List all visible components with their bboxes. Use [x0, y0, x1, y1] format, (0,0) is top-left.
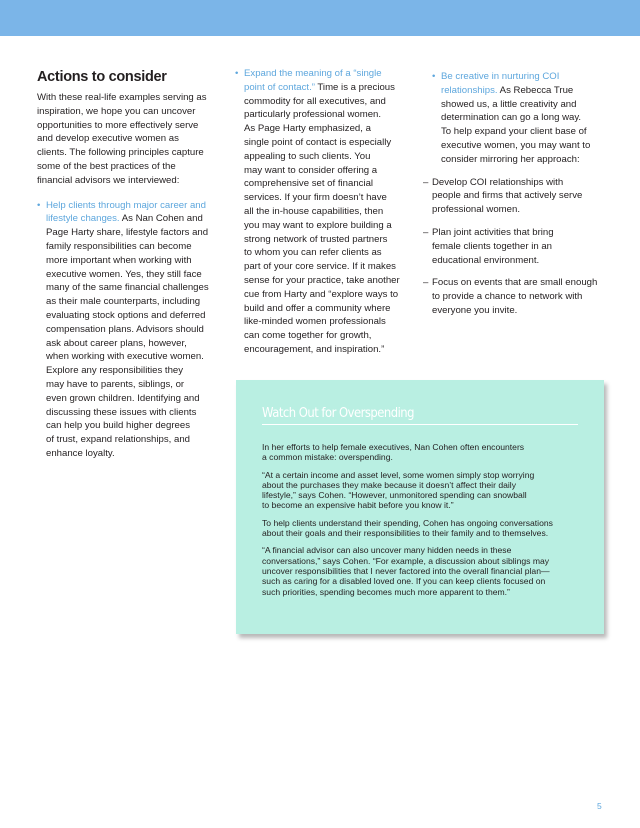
text-line: some of the best practices of the — [37, 160, 176, 172]
text-line: As Rebecca True — [497, 84, 574, 96]
text-line: executive women. Yes, they still face — [46, 268, 202, 280]
column-1 — [37, 68, 209, 461]
text-line: may have to parents, siblings, or — [46, 378, 185, 390]
text-line: a common mistake: overspending. — [262, 452, 393, 463]
text-line: opportunities to more effectively serve — [37, 119, 199, 131]
text-line: may want to consider offering a — [244, 164, 378, 176]
bullet-item — [432, 70, 607, 167]
text-line: To help expand your client base of — [441, 126, 587, 138]
text-line: even grown children. Identifying and — [46, 392, 200, 404]
bullet-item — [37, 199, 209, 461]
text-line: Page Harty share, lifestyle factors and — [46, 227, 209, 239]
callout-title: Watch Out for Overspending — [262, 405, 414, 421]
text-line: showed us, a little creativity and — [441, 98, 577, 110]
bullet-icon: • — [432, 71, 436, 82]
text-line: Focus on events that are small enough — [432, 277, 598, 289]
text-line: about their goals and their responsibilities to their family and to themselves. — [262, 528, 549, 539]
text-line: Explore any responsibilities they — [46, 365, 184, 377]
text-line: clients. The following principles capture — [37, 147, 204, 159]
text-line: to become an expensive habit before you know it.” — [262, 500, 454, 511]
text-line: To help clients understand their spending, Cohen has ongoing conversations — [262, 517, 553, 528]
text-line: more important when working with — [46, 254, 192, 266]
text-line: With these real-life examples serving as — [37, 92, 207, 103]
bullet-heading: Help clients through major career and — [46, 199, 206, 211]
dash-item — [423, 176, 607, 217]
text-line: educational environment. — [432, 254, 540, 266]
text-line: many of the same financial challenges — [46, 282, 209, 294]
callout-paragraph — [262, 470, 584, 511]
text-line: as their male counterparts, including — [46, 296, 201, 308]
callout-body — [262, 442, 584, 604]
text-line: In her efforts to help female executives, Nan Cohen often encounters — [262, 442, 525, 452]
text-line: “A financial advisor can also uncover many hidden needs in these — [262, 545, 512, 556]
dash-item — [423, 276, 607, 317]
text-line: can come together for growth, — [244, 330, 372, 342]
text-line: particularly professional women. — [244, 109, 382, 121]
bullet-icon: • — [37, 199, 41, 211]
bullet-item — [235, 67, 405, 357]
text-line: executive women, you may want to — [441, 139, 591, 151]
text-line: appealing to such clients. You — [244, 150, 371, 162]
text-line: about the purchases they make because it doesn’t affect their daily — [262, 479, 516, 490]
text-line: and develop executive women as — [37, 133, 179, 145]
text-line: discussing these issues with clients — [46, 406, 197, 418]
text-line: lifestyle,” says Cohen. “However, unmonitored spending can snowball — [262, 490, 527, 501]
text-line: build and offer a community where — [244, 302, 391, 314]
text-line: evaluating stock options and deferred — [46, 309, 206, 321]
text-line: strong network of trusted partners — [244, 233, 388, 245]
text-line: ask about career plans, however, — [46, 337, 187, 349]
text-line: everyone you invite. — [432, 304, 518, 316]
text-line: comprehensive set of financial — [244, 178, 374, 190]
text-line: single point of contact is especially — [244, 136, 392, 148]
text-line: of trust, expand relationships, and — [46, 434, 190, 446]
text-line: Plan joint activities that bring — [432, 226, 554, 238]
text-line: family responsibilities can become — [46, 240, 192, 252]
bullet-icon: • — [235, 68, 239, 79]
dash-icon: – — [423, 277, 429, 289]
text-line: “At a certain income and asset level, some women simply stop worrying — [262, 469, 535, 480]
dash-icon: – — [423, 176, 429, 188]
text-line: professional women. — [432, 204, 520, 216]
bullet-heading: point of contact.” — [244, 81, 315, 93]
section-heading: Actions to consider — [37, 69, 167, 85]
bullet-heading: relationships. — [441, 84, 498, 96]
column-3 — [423, 70, 607, 318]
text-line: uncover responsibilities that I never factored into the overall financial plan— — [262, 565, 550, 576]
bullet-heading: Expand the meaning of a “single — [244, 68, 382, 79]
text-line: Time is a precious — [314, 81, 395, 93]
text-line: part of your core service. If it makes — [244, 261, 396, 273]
text-line: female clients together in an — [432, 240, 552, 252]
dash-icon: – — [423, 226, 429, 238]
text-line: sense for your practice, take another — [244, 274, 400, 286]
callout-paragraph — [262, 518, 584, 539]
text-line: all the in-house capabilities, then — [244, 205, 384, 217]
text-line: such as caring for a disabled loved one. If you can keep clients focused on — [262, 576, 546, 587]
text-line: to provide a chance to network with — [432, 291, 583, 303]
text-line: consider mirroring her approach: — [441, 153, 580, 165]
text-line: commodity for all executives, and — [244, 95, 386, 107]
text-line: Develop COI relationships with — [432, 176, 564, 188]
callout-paragraph — [262, 442, 584, 463]
text-line: cue from Harty and “explore ways to — [244, 288, 399, 300]
text-line: can help you build higher degrees — [46, 420, 191, 432]
text-line: conversations,” says Cohen. “For example, a discussion about siblings may — [262, 555, 550, 566]
page-number: 5 — [597, 801, 602, 811]
text-line: you may want to explore building a — [244, 219, 392, 231]
column-2 — [235, 67, 405, 357]
callout-paragraph — [262, 545, 584, 596]
bullet-heading: lifestyle changes. — [46, 213, 120, 225]
text-line: when working with executive women. — [46, 351, 204, 363]
text-line: people and firms that actively serve — [432, 190, 583, 202]
callout-box — [236, 380, 604, 634]
text-line: enhance loyalty. — [46, 447, 115, 459]
text-line: like-minded women professionals — [244, 316, 386, 328]
text-line: financial advisors we interviewed: — [37, 174, 180, 186]
intro-paragraph — [37, 91, 209, 188]
callout-divider — [262, 424, 578, 425]
text-line: As Page Harty emphasized, a — [244, 123, 371, 135]
text-line: As Nan Cohen and — [119, 213, 203, 225]
bullet-heading: Be creative in nurturing COI — [441, 71, 560, 82]
dash-item — [423, 226, 607, 267]
header-bar — [0, 0, 640, 36]
text-line: services. If your firm doesn’t have — [244, 192, 387, 204]
text-line: encouragement, and inspiration.” — [244, 343, 385, 355]
text-line: determination can go a long way. — [441, 112, 582, 124]
text-line: such priorities, spending becomes much more apparent to them.” — [262, 586, 510, 597]
text-line: compensation plans. Advisors should — [46, 323, 204, 335]
text-line: to whom you can refer clients as — [244, 247, 382, 259]
text-line: inspiration, we hope you can uncover — [37, 105, 196, 117]
